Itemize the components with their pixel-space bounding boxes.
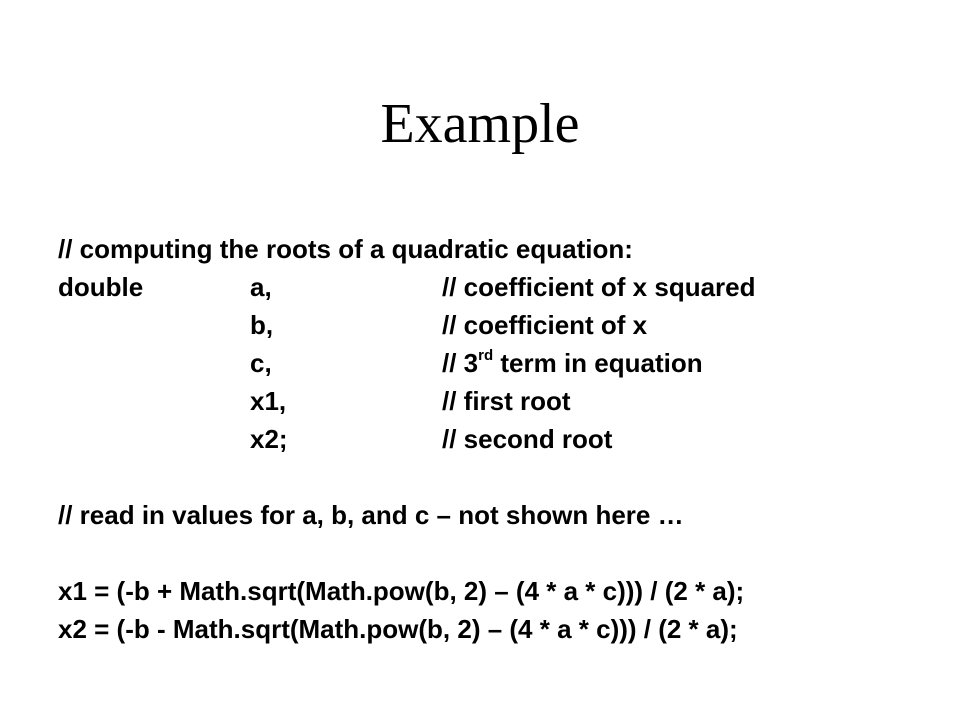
- formula-line-x2: [58, 610, 948, 648]
- var-comment-c-suffix: term in equation: [493, 348, 703, 378]
- var-name-x1: x1,: [250, 386, 287, 416]
- comment-line-header: [58, 230, 948, 268]
- formula-x1: x1 = (-b + Math.sqrt(Math.pow(b, 2) – (4 * a * c))) / (2 * a);: [58, 576, 745, 606]
- ordinal-superscript: rd: [478, 347, 494, 365]
- read-comment: // read in values for a, b, and c – not shown here …: [58, 500, 684, 530]
- var-comment-a: // coefficient of x squared: [442, 272, 756, 302]
- blank-line: [58, 534, 948, 572]
- var-comment-x1: // first root: [442, 386, 571, 416]
- declaration-line-a: [58, 268, 948, 306]
- comment-line-read: [58, 496, 948, 534]
- var-comment-c-prefix: // 3: [442, 348, 479, 378]
- formula-line-x1: [58, 572, 948, 610]
- header-comment: // computing the roots of a quadratic equation:: [58, 234, 633, 264]
- type-keyword: double: [58, 272, 144, 302]
- var-name-a: a,: [250, 272, 272, 302]
- blank-line: [58, 458, 948, 496]
- slide-title: Example: [380, 93, 580, 155]
- var-comment-x2: // second root: [442, 424, 613, 454]
- var-comment-c: [442, 344, 703, 382]
- formula-x2: x2 = (-b - Math.sqrt(Math.pow(b, 2) – (4 * a * c))) / (2 * a);: [58, 614, 738, 644]
- declaration-line-b: [58, 306, 948, 344]
- var-name-b: b,: [250, 310, 274, 340]
- declaration-line-c: [58, 344, 948, 382]
- var-name-c: c,: [250, 348, 272, 378]
- declaration-line-x1: [58, 382, 948, 420]
- code-block: [58, 230, 948, 648]
- declaration-line-x2: [58, 420, 948, 458]
- var-comment-b: // coefficient of x: [442, 310, 648, 340]
- var-name-x2: x2;: [250, 424, 288, 454]
